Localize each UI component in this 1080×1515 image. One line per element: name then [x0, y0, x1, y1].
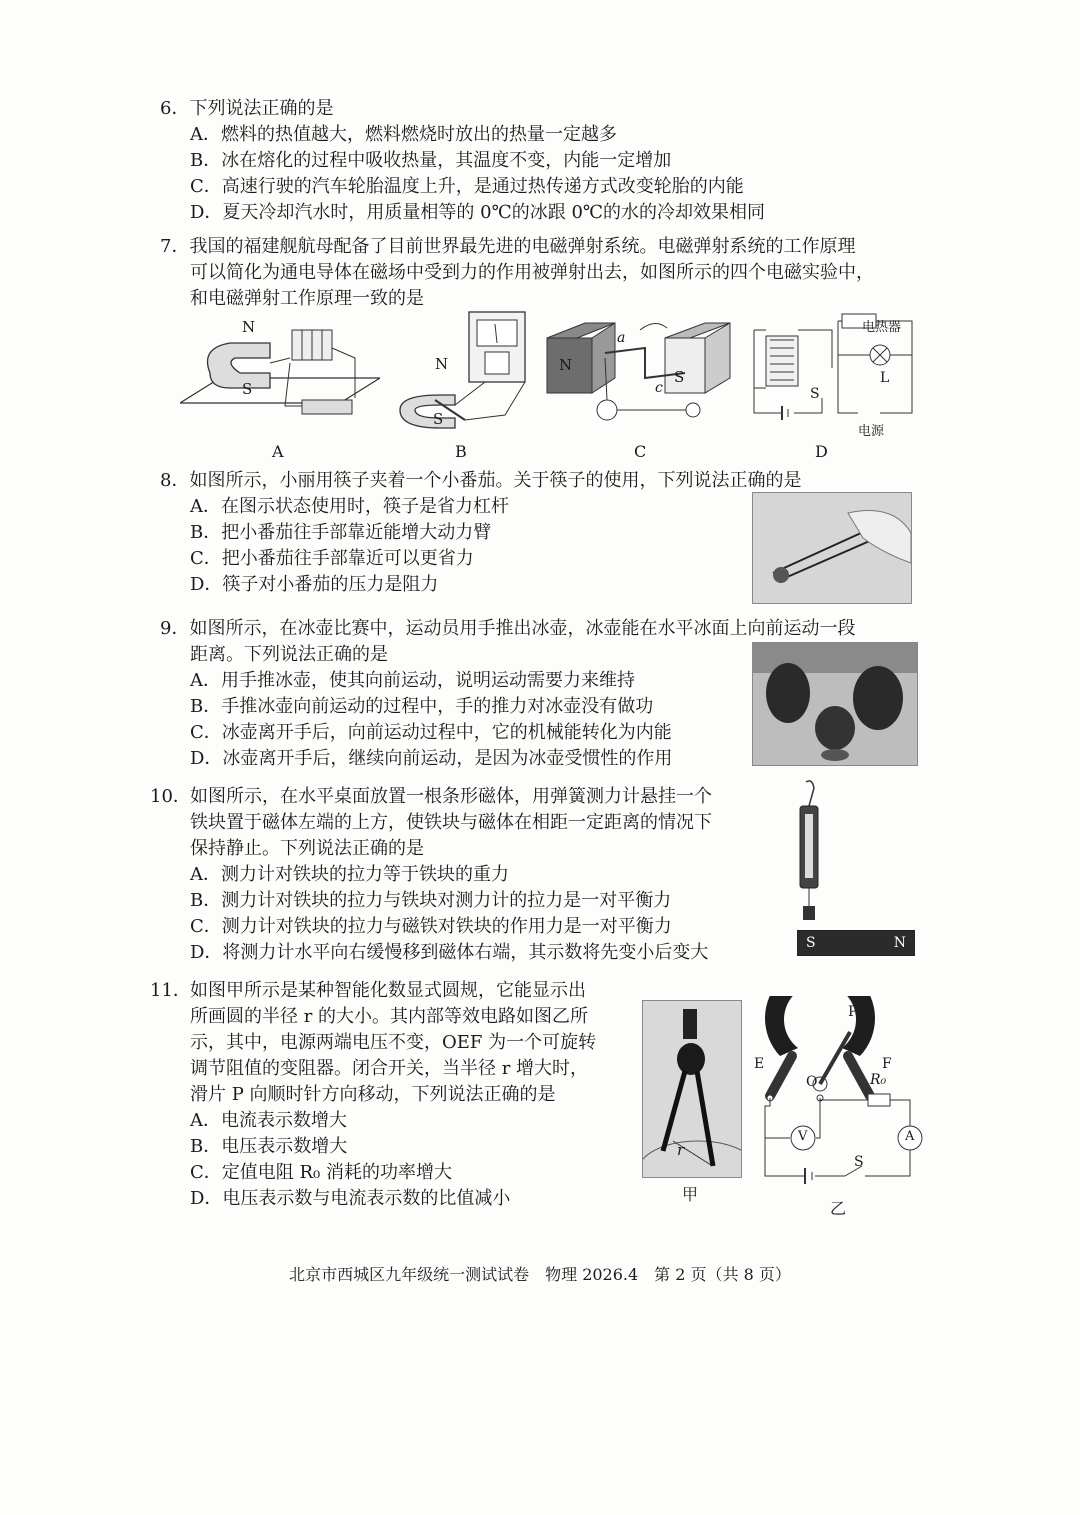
option-c: C．定值电阻 R₀ 消耗的功率增大 [190, 1162, 452, 1183]
option-b: B．把小番茄往手部靠近能增大动力臂 [190, 522, 492, 543]
option-b: B．冰在熔化的过程中吸收热量，其温度不变，内能一定增加 [190, 150, 672, 171]
option-d: D．筷子对小番茄的压力是阻力 [190, 574, 439, 595]
pole-s-label: S [242, 380, 253, 398]
figure-label-a: A [272, 442, 284, 461]
resistor-r0-label: R₀ [870, 1072, 887, 1088]
question-stem-line-1: 如图所示，在水平桌面放置一根条形磁体，用弹簧测力计悬挂一个 [190, 786, 712, 807]
question-7 [160, 234, 940, 312]
pole-n-label: N [435, 355, 449, 373]
figure-7a [180, 318, 380, 438]
question-stem-line-5: 滑片 P 向顺时针方向移动，下列说法正确的是 [190, 1084, 556, 1105]
option-c: C．测力计对铁块的拉力与磁铁对铁块的作用力是一对平衡力 [190, 916, 672, 937]
option-a: A．电流表示数增大 [190, 1110, 347, 1131]
question-number: 10． [150, 786, 191, 807]
chopsticks-photo [752, 492, 912, 604]
option-d: D．夏天冷却汽水时，用质量相等的 0℃的冰跟 0℃的水的冷却效果相同 [190, 202, 766, 223]
question-number: 6． [160, 98, 190, 119]
option-b: B．手推冰壶向前运动的过程中，手的推力对冰壶没有做功 [190, 696, 654, 717]
option-c: C．把小番茄往手部靠近可以更省力 [190, 548, 474, 569]
compass-photo [642, 1000, 742, 1178]
pole-n-label: N [242, 318, 256, 336]
question-10 [150, 784, 790, 966]
magnet-s-pole: S [798, 931, 856, 955]
figure-jia-label: 甲 [682, 1185, 699, 1204]
question-stem-line-1: 如图甲所示是某种智能化数显式圆规，它能显示出 [190, 980, 586, 1001]
question-stem-line-2: 所画圆的半径 r 的大小。其内部等效电路如图乙所 [190, 1006, 589, 1027]
heater-label: 电热器 [862, 320, 902, 335]
question-stem-line-2: 距离。下列说法正确的是 [190, 644, 388, 665]
figure-7d [752, 308, 922, 438]
terminal-f-label: F [882, 1056, 892, 1072]
question-6 [160, 96, 860, 226]
question-stem-line-1: 如图所示，在冰壶比赛中，运动员用手推出冰壶，冰壶能在水平冰面上向前运动一段 [189, 618, 856, 639]
option-d: D．将测力计水平向右缓慢移到磁体右端，其示数将先变小后变大 [190, 942, 709, 963]
slider-p-label: P [848, 1004, 858, 1020]
switch-s-label: S [854, 1154, 864, 1170]
rod-a-label: a [617, 330, 626, 346]
terminal-o-label: O [806, 1074, 818, 1090]
option-a: A．在图示状态使用时，筷子是省力杠杆 [190, 496, 509, 517]
option-a: A．测力计对铁块的拉力等于铁块的重力 [190, 864, 509, 885]
power-source-label: 电源 [858, 424, 885, 439]
pole-s-label: S [433, 410, 444, 428]
question-stem-line-3: 示，其中，电源两端电压不变，OEF 为一个可旋转 [190, 1032, 597, 1053]
question-number: 9． [160, 618, 190, 639]
question-stem-line-2: 可以简化为通电导体在磁场中受到力的作用被弹射出去，如图所示的四个电磁实验中， [190, 262, 874, 283]
figure-label-d: D [815, 442, 828, 461]
question-stem-line-4: 调节阻值的变阻器。闭合开关，当半径 r 增大时， [190, 1058, 589, 1079]
question-stem-line-3: 保持静止。下列说法正确的是 [190, 838, 424, 859]
pole-s-label: S [674, 368, 685, 386]
page-footer: 北京市西城区九年级统一测试试卷 物理 2026.4 第 2 页（共 8 页） [289, 1265, 791, 1284]
question-number: 7． [160, 236, 190, 257]
figure-label-b: B [455, 442, 467, 461]
option-b: B．电压表示数增大 [190, 1136, 348, 1157]
question-stem-line-1: 我国的福建舰航母配备了目前世界最先进的电磁弹射系统。电磁弹射系统的工作原理 [189, 236, 856, 257]
bar-magnet [797, 930, 915, 956]
question-number: 8． [160, 470, 190, 491]
option-b: B．测力计对铁块的拉力与铁块对测力计的拉力是一对平衡力 [190, 890, 672, 911]
figure-7c [545, 318, 735, 428]
option-c: C．冰壶离开手后，向前运动过程中，它的机械能转化为内能 [190, 722, 672, 743]
question-stem-line-2: 铁块置于磁体左端的上方，使铁块与磁体在相距一定距离的情况下 [190, 812, 712, 833]
curling-photo [752, 642, 918, 766]
rod-c-label: c [655, 380, 663, 396]
lamp-label: L [880, 370, 890, 386]
option-a: A．用手推冰壶，使其向前运动，说明运动需要力来维持 [190, 670, 635, 691]
switch-label: S [810, 386, 820, 402]
option-c: C．高速行驶的汽车轮胎温度上升，是通过热传递方式改变轮胎的内能 [190, 176, 744, 197]
question-stem: 下列说法正确的是 [189, 98, 334, 119]
circuit-figure [750, 996, 925, 1191]
question-number: 11． [150, 980, 191, 1001]
option-d: D．电压表示数与电流表示数的比值减小 [190, 1188, 511, 1209]
pole-n-label: N [559, 356, 573, 374]
question-11 [150, 978, 640, 1212]
figure-7b [395, 310, 540, 435]
ammeter-label: A [905, 1129, 915, 1144]
spring-scale-figure [794, 778, 824, 928]
figure-yi-label: 乙 [830, 1199, 847, 1218]
option-a: A．燃料的热值越大，燃料燃烧时放出的热量一定越多 [190, 124, 617, 145]
terminal-e-label: E [754, 1056, 765, 1072]
question-stem: 如图所示，小丽用筷子夹着一个小番茄。关于筷子的使用，下列说法正确的是 [189, 470, 802, 491]
voltmeter-label: V [798, 1129, 808, 1144]
radius-label: r [677, 1141, 685, 1159]
magnet-n-pole: N [856, 931, 914, 955]
figure-label-c: C [634, 442, 647, 461]
option-d: D．冰壶离开手后，继续向前运动，是因为冰壶受惯性的作用 [190, 748, 673, 769]
question-stem-line-3: 和电磁弹射工作原理一致的是 [190, 288, 424, 309]
